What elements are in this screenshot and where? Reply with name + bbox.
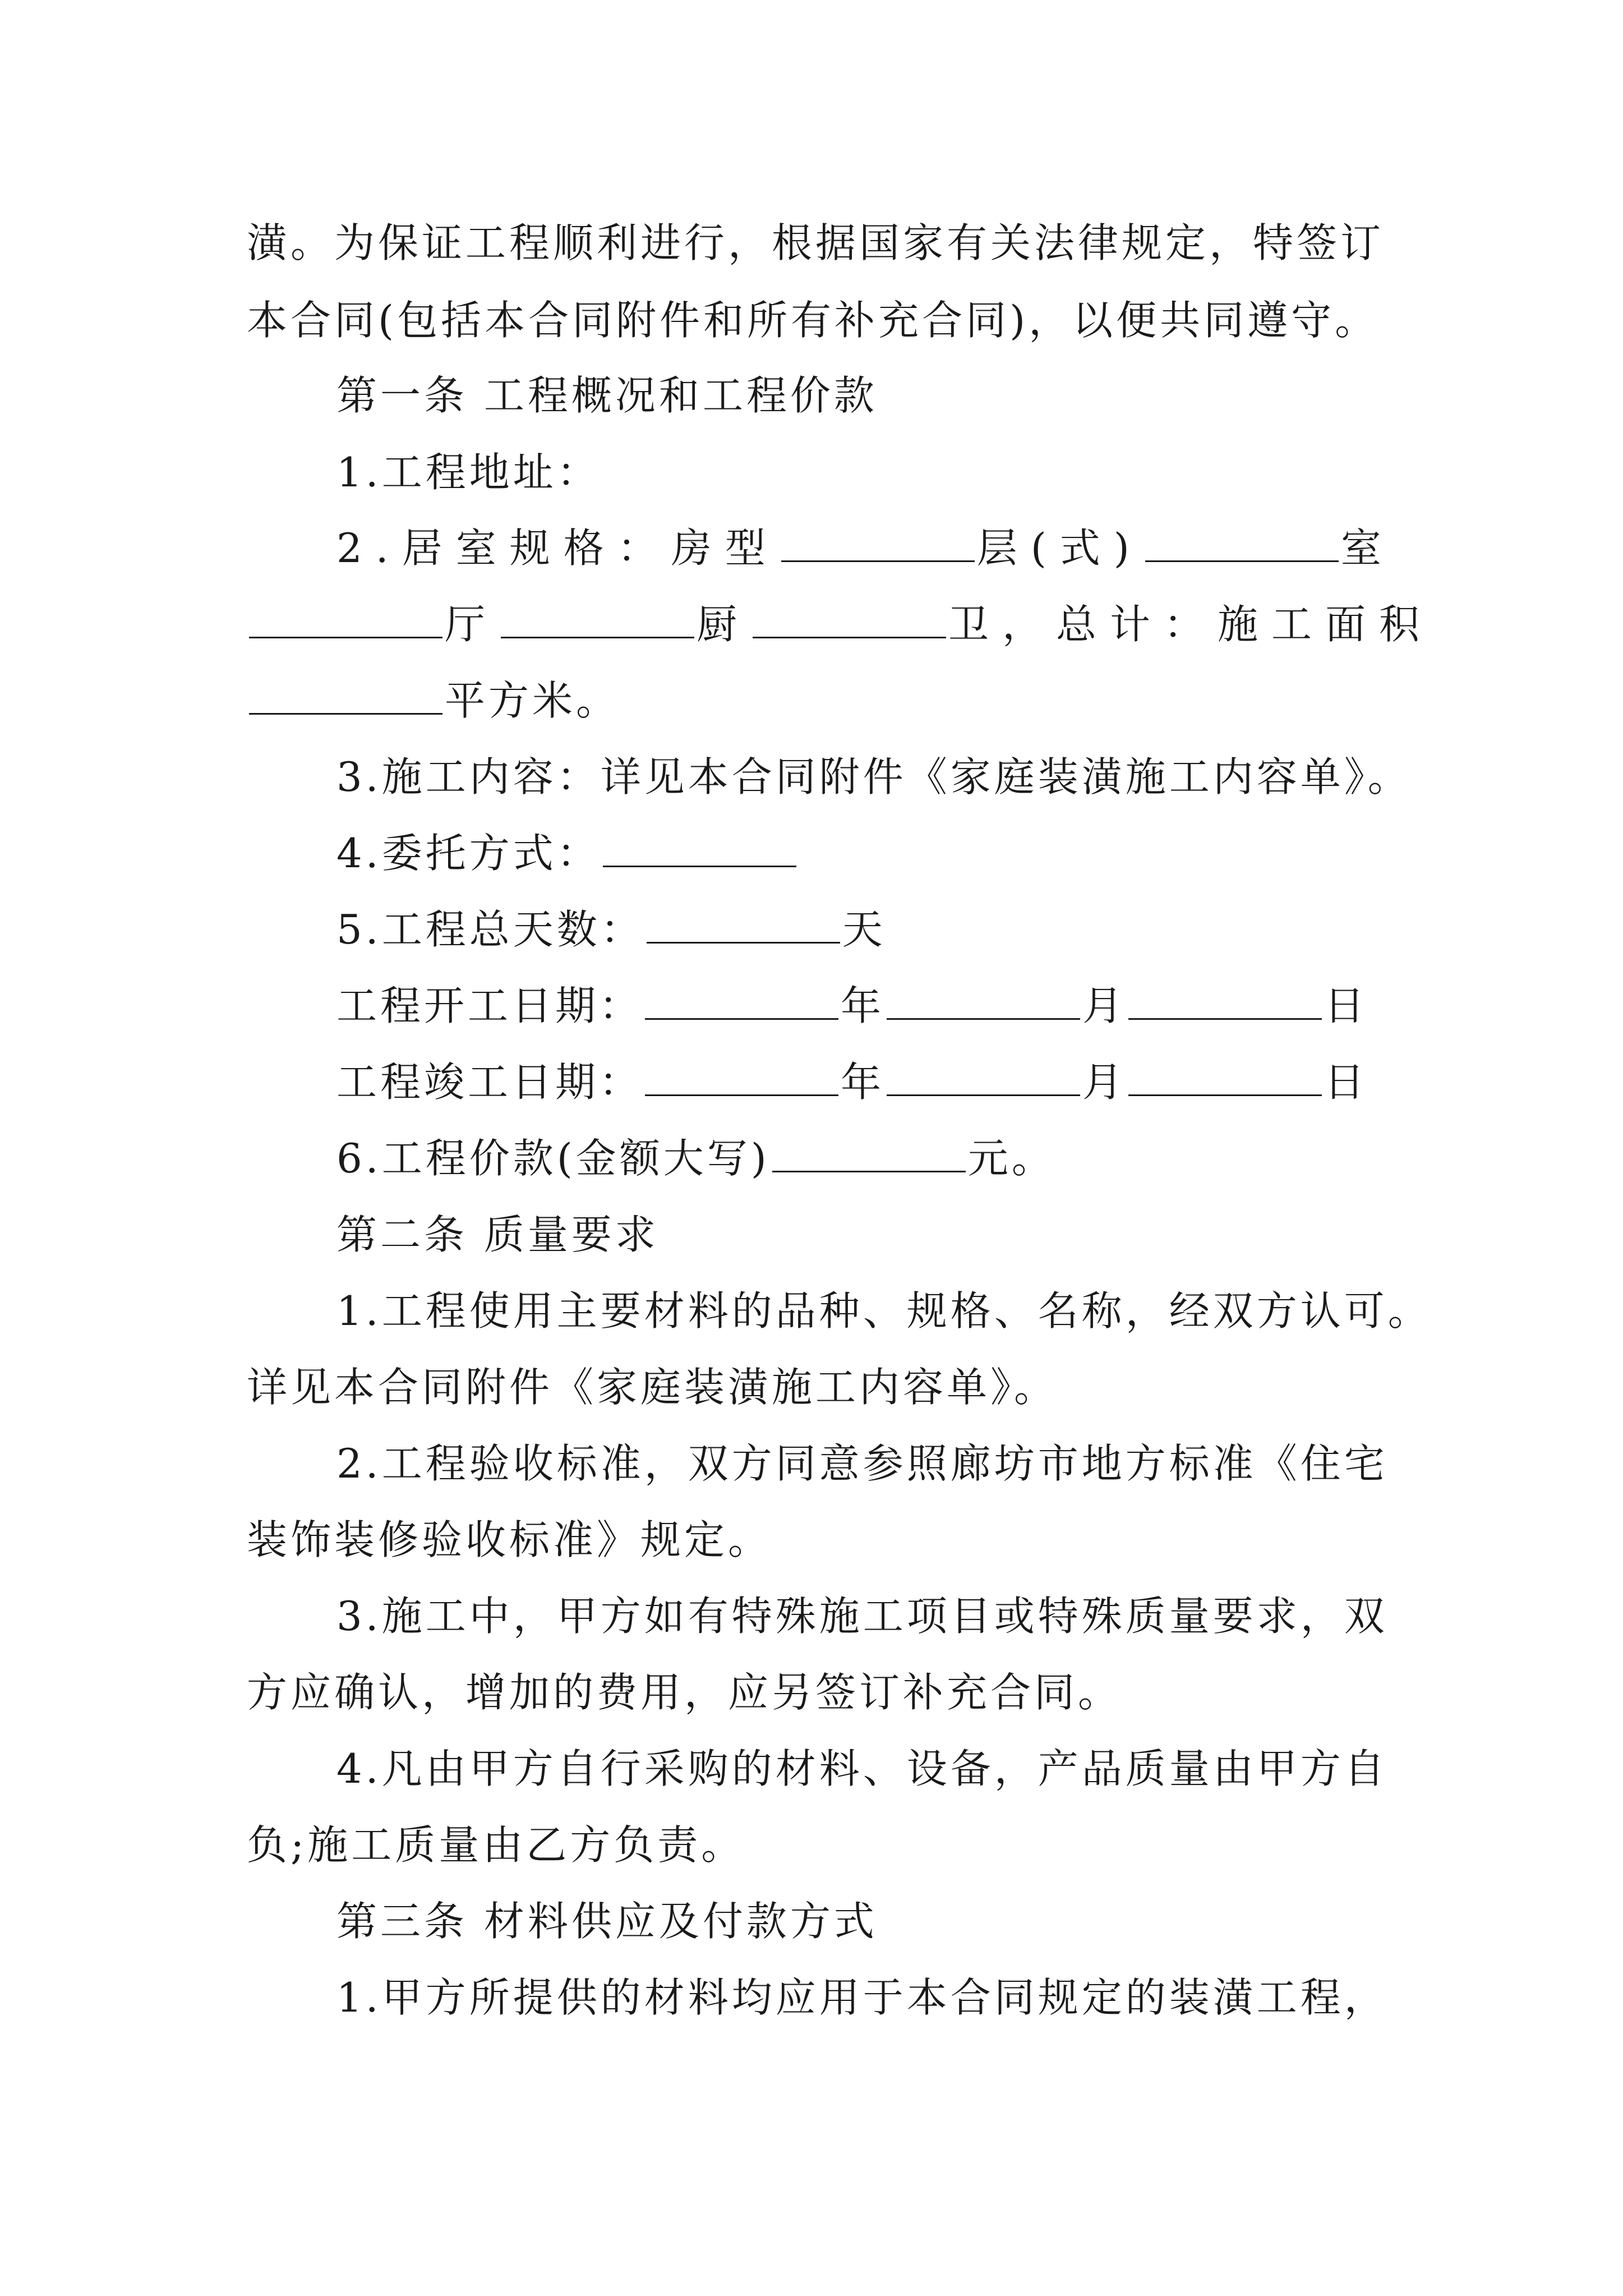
month-label: 月 bbox=[1082, 982, 1127, 1029]
area-blank[interactable] bbox=[249, 678, 442, 715]
year-label: 年 bbox=[841, 1059, 885, 1106]
intro-line-2: 本合同(包括本合同附件和所有补充合同)，以便共同遵守。 bbox=[247, 297, 1379, 344]
day-label: 日 bbox=[1324, 982, 1368, 1029]
kitchen-label: 厨 bbox=[697, 601, 751, 648]
day-label: 日 bbox=[1324, 1059, 1368, 1106]
article-2-item-4-line-2: 负;施工质量由乙方负责。 bbox=[247, 1821, 745, 1869]
end-date-label: 工程竣工日期： bbox=[336, 1059, 643, 1106]
entrust-label: 4.委托方式： bbox=[336, 830, 601, 877]
start-month-blank[interactable] bbox=[887, 983, 1080, 1020]
price-unit: 元。 bbox=[967, 1135, 1055, 1182]
article-2-item-2-line-2: 装饰装修验收标准》规定。 bbox=[247, 1516, 772, 1563]
hall-label: 厅 bbox=[445, 601, 499, 648]
price-blank[interactable] bbox=[772, 1136, 966, 1172]
start-date-label: 工程开工日期： bbox=[336, 982, 643, 1029]
entrust-line bbox=[336, 828, 799, 878]
room-spec-line bbox=[336, 523, 1395, 573]
article-3-item-1-line-1: 1.甲方所提供的材料均应用于本合同规定的装潢工程， bbox=[336, 1974, 1388, 2021]
total-days-line bbox=[336, 904, 886, 955]
article-2-item-1-line-1: 1.工程使用主要材料的品种、规格、名称，经双方认可。 bbox=[336, 1287, 1432, 1335]
intro-line-1: 潢。为保证工程顺利进行，根据国家有关法律规定，特签订 bbox=[247, 219, 1385, 266]
sqm-label: 平方米。 bbox=[445, 677, 620, 724]
start-year-blank[interactable] bbox=[645, 983, 838, 1020]
price-label: 6.工程价款(金额大写) bbox=[336, 1135, 770, 1182]
area-line bbox=[247, 675, 620, 726]
room-count-blank[interactable] bbox=[249, 602, 442, 638]
year-label: 年 bbox=[841, 982, 885, 1029]
room-spec-label: 2.居室规格：房型 bbox=[336, 524, 779, 572]
start-date-line bbox=[336, 981, 1368, 1031]
kitchen-count-blank[interactable] bbox=[753, 602, 946, 638]
end-month-blank[interactable] bbox=[887, 1060, 1080, 1096]
end-date-line bbox=[336, 1057, 1368, 1107]
hall-count-blank[interactable] bbox=[501, 602, 694, 638]
room-label: 室 bbox=[1340, 524, 1395, 572]
project-address: 1.工程地址： bbox=[336, 449, 601, 496]
article-1-heading: 第一条 工程概况和工程价款 bbox=[336, 372, 878, 419]
total-days-blank[interactable] bbox=[647, 907, 840, 944]
room-spec-line-2 bbox=[247, 599, 1433, 650]
article-2-item-4-line-1: 4.凡由甲方自行采购的材料、设备，产品质量由甲方自 bbox=[336, 1745, 1388, 1792]
bath-total-label: 卫，总计：施工面积 bbox=[948, 601, 1433, 648]
entrust-blank[interactable] bbox=[603, 831, 796, 867]
article-3-heading: 第三条 材料供应及付款方式 bbox=[336, 1898, 878, 1945]
total-days-label: 5.工程总天数： bbox=[336, 906, 644, 953]
end-year-blank[interactable] bbox=[645, 1060, 838, 1096]
end-day-blank[interactable] bbox=[1128, 1060, 1322, 1096]
price-line bbox=[336, 1133, 1055, 1184]
days-unit: 天 bbox=[842, 906, 886, 953]
floor-blank[interactable] bbox=[1145, 526, 1339, 562]
article-2-item-3-line-2: 方应确认，增加的费用，应另签订补充合同。 bbox=[247, 1669, 1122, 1716]
house-type-blank[interactable] bbox=[781, 526, 975, 562]
month-label: 月 bbox=[1082, 1059, 1127, 1106]
article-2-heading: 第二条 质量要求 bbox=[336, 1211, 659, 1258]
article-2-item-2-line-1: 2.工程验收标准，双方同意参照廊坊市地方标准《住宅 bbox=[336, 1440, 1388, 1487]
article-2-item-1-line-2: 详见本合同附件《家庭装潢施工内容单》。 bbox=[247, 1364, 1058, 1411]
floor-label: 层(式) bbox=[976, 524, 1143, 572]
construction-content: 3.施工内容：详见本合同附件《家庭装潢施工内容单》。 bbox=[336, 753, 1412, 800]
start-day-blank[interactable] bbox=[1128, 983, 1322, 1020]
article-2-item-3-line-1: 3.施工中，甲方如有特殊施工项目或特殊质量要求，双 bbox=[336, 1593, 1388, 1640]
